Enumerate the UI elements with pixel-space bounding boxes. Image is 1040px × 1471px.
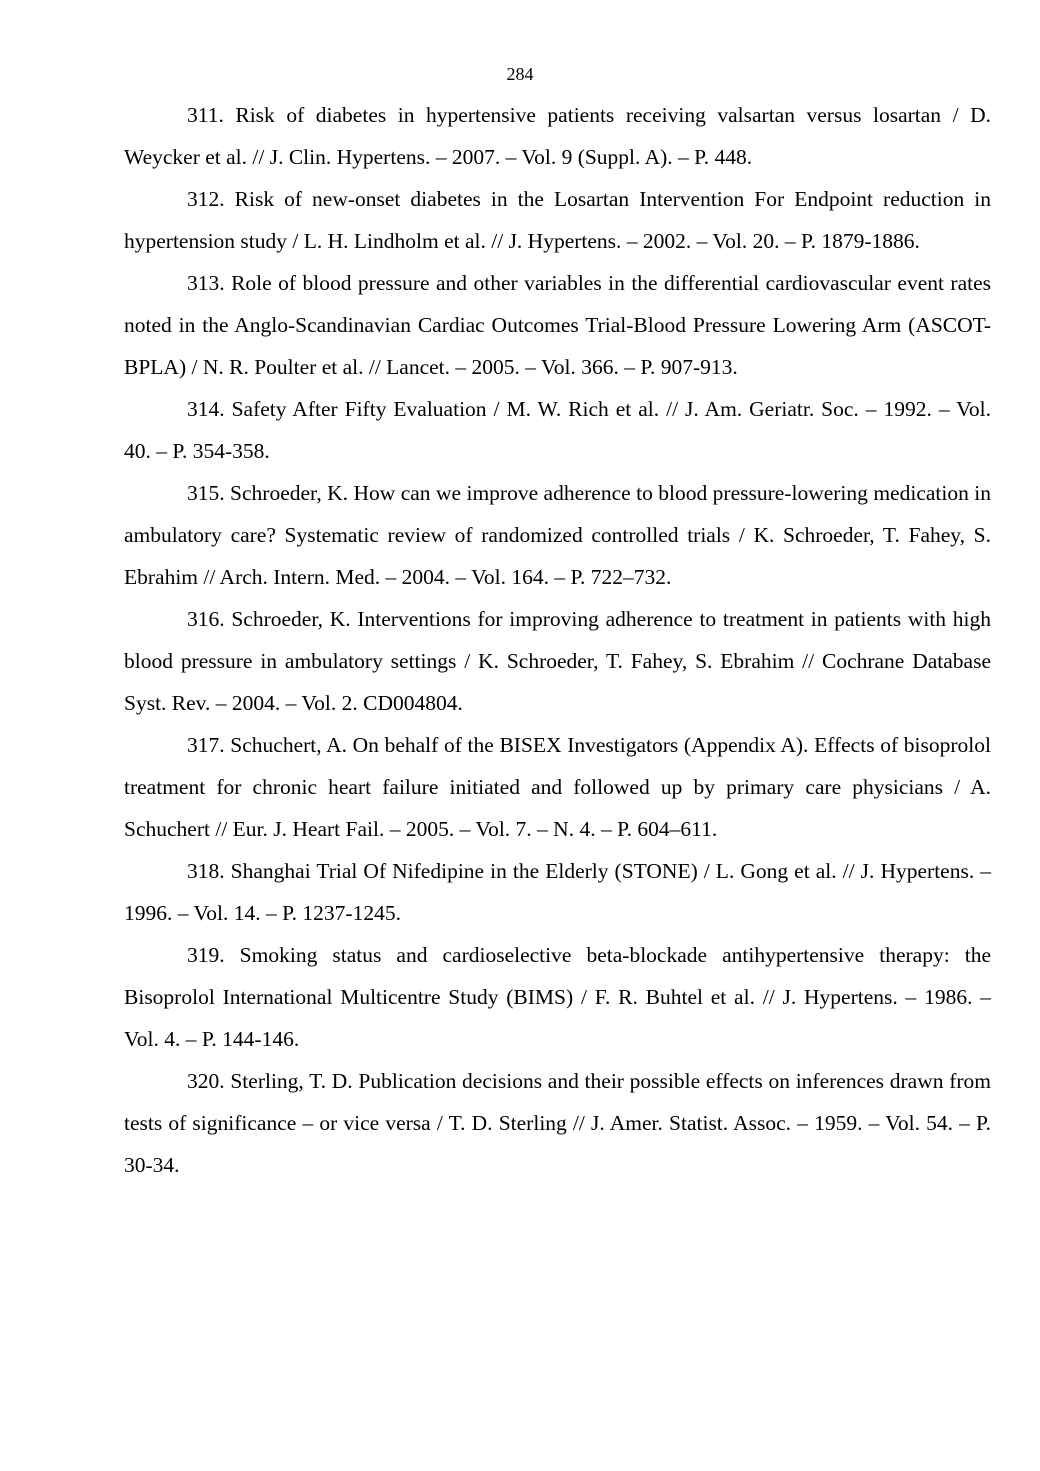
reference-item: 311. Risk of diabetes in hypertensive patients receiving valsartan versus losartan / D. Weycker et al. // J. Clin. Hypertens. – 2007. – Vol. 9 (Suppl. A). – P. 448. xyxy=(124,103,991,169)
reference-list xyxy=(124,94,991,1186)
reference-item: 315. Schroeder, K. How can we improve adherence to blood pressure-lowering medication in ambulatory care? Systematic review of randomized controlled trials / K. Schroeder, T. Fahey, S. Ebrahim // Arch. Intern. Med. – 2004. – Vol. 164. – P. 722–732. xyxy=(124,481,991,589)
reference-item: 319. Smoking status and cardioselective beta-blockade antihypertensive therapy: the Bisoprolol International Multicentre Study (BIMS) / F. R. Buhtel et al. // J. Hypertens. – 1986. – Vol. 4. – P. 144-146. xyxy=(124,943,991,1051)
reference-item: 314. Safety After Fifty Evaluation / M. W. Rich et al. // J. Am. Geriatr. Soc. – 1992. – Vol. 40. – P. 354-358. xyxy=(124,397,991,463)
reference-item: 313. Role of blood pressure and other variables in the differential cardiovascular event rates noted in the Anglo-Scandinavian Cardiac Outcomes Trial-Blood Pressure Lowering Arm (ASCOT-BPLA) / N. R. Poulter et al. // Lancet. – 2005. – Vol. 366. – P. 907-913. xyxy=(124,271,991,379)
reference-item: 316. Schroeder, K. Interventions for improving adherence to treatment in patients with high blood pressure in ambulatory settings / K. Schroeder, T. Fahey, S. Ebrahim // Cochrane Database Syst. Rev. – 2004. – Vol. 2. CD004804. xyxy=(124,607,991,715)
reference-item: 317. Schuchert, A. On behalf of the BISEX Investigators (Appendix A). Effects of bisoprolol treatment for chronic heart failure initiated and followed up by primary care physicians / A. Schuchert // Eur. J. Heart Fail. – 2005. – Vol. 7. – N. 4. – P. 604–611. xyxy=(124,733,991,841)
reference-item: 318. Shanghai Trial Of Nifedipine in the Elderly (STONE) / L. Gong et al. // J. Hypertens. – 1996. – Vol. 14. – P. 1237-1245. xyxy=(124,859,991,925)
reference-item: 320. Sterling, T. D. Publication decisions and their possible effects on inferences drawn from tests of significance – or vice versa / T. D. Sterling // J. Amer. Statist. Assoc. – 1959. – Vol. 54. – P. 30-34. xyxy=(124,1069,991,1177)
page-number: 284 xyxy=(506,64,534,84)
reference-item: 312. Risk of new-onset diabetes in the Losartan Intervention For Endpoint reduction in hypertension study / L. H. Lindholm et al. // J. Hypertens. – 2002. – Vol. 20. – P. 1879-1886. xyxy=(124,187,991,253)
